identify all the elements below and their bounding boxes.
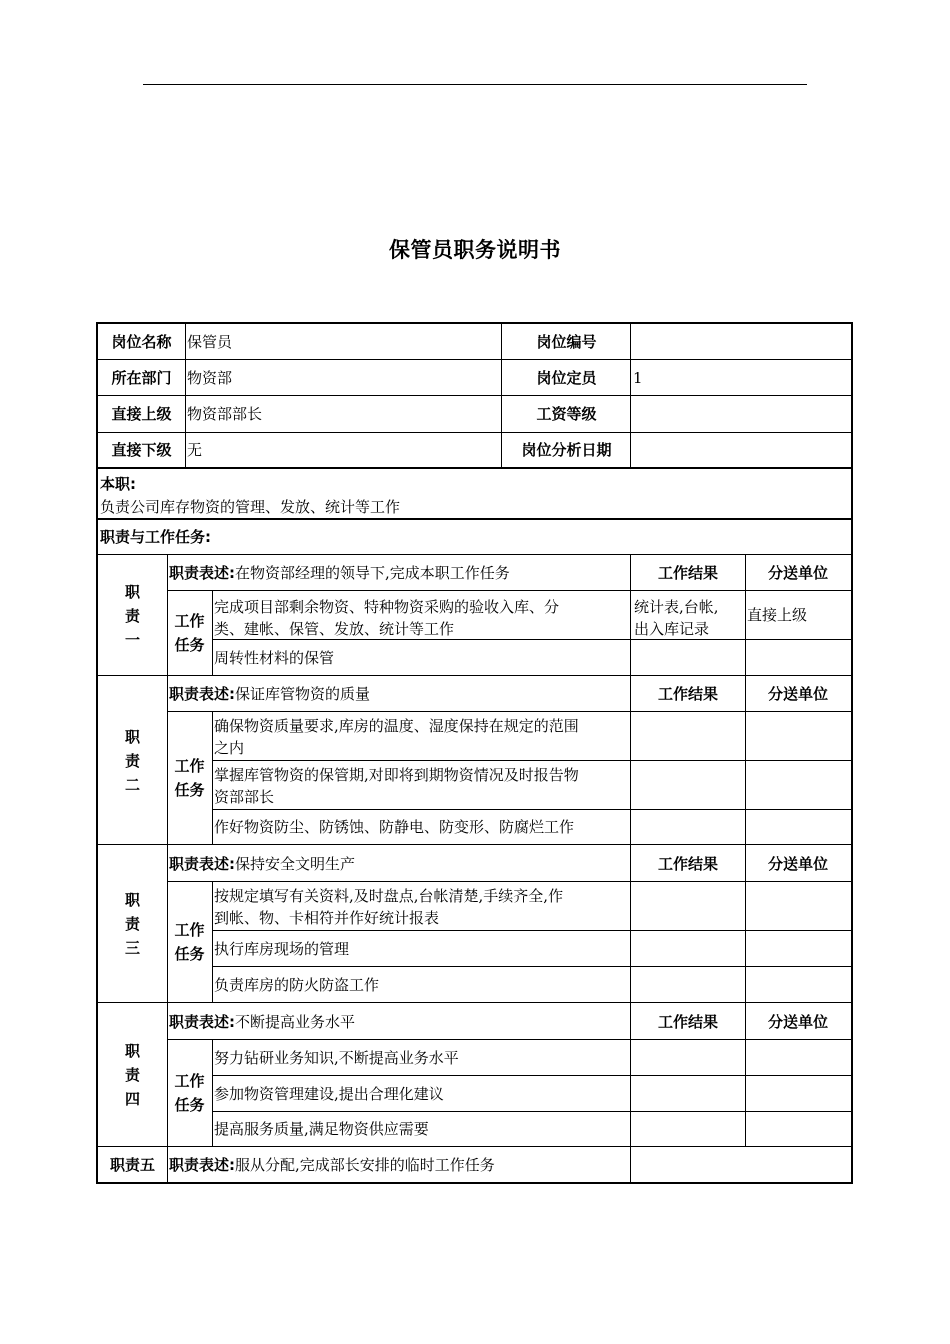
duty1-desc-label: 职责表述: (169, 564, 235, 582)
duty4-char-2: 责 (124, 1066, 140, 1084)
duty2-task1-line1: 确保物资质量要求,库房的温度、湿度保持在规定的范围 (214, 717, 579, 735)
duty4-task-label-2: 任务 (174, 1096, 205, 1114)
duty5-desc-text: 服从分配,完成部长安排的临时工作任务 (235, 1156, 495, 1174)
duty1-task-label-1: 工作 (174, 612, 205, 630)
duty3-desc-label: 职责表述: (169, 854, 235, 873)
duty1-task1-result-line2: 出入库记录 (634, 620, 710, 638)
duty3-char-2: 责 (124, 915, 140, 933)
superior-value: 物资部部长 (187, 405, 263, 423)
duty4-desc-text: 不断提高业务水平 (235, 1012, 356, 1031)
rule (212, 1075, 851, 1076)
duty1-task-label-2: 任务 (174, 636, 205, 654)
duty2-char-3: 二 (124, 775, 140, 794)
rule (167, 881, 851, 882)
duty2-desc (167, 677, 630, 711)
rule (212, 591, 213, 675)
duty3-task3: 负责库房的防火防盗工作 (214, 976, 380, 994)
headcount-label: 岗位定员 (536, 368, 597, 387)
duties-header: 职责与工作任务: (100, 528, 211, 546)
department-label: 所在部门 (111, 368, 172, 387)
duty2-result-header: 工作结果 (657, 685, 718, 703)
duty1-task1-result-line1: 统计表,台帐, (634, 598, 719, 616)
salary-label: 工资等级 (536, 405, 597, 423)
rule (501, 324, 502, 467)
duty2-char-2: 责 (124, 751, 140, 770)
duty-text: 负责公司库存物资的管理、发放、统计等工作 (100, 498, 401, 516)
duty1-task1 (212, 596, 631, 640)
duty4-task1: 努力钻研业务知识,不断提高业务水平 (214, 1048, 459, 1067)
duty4-label (98, 1004, 167, 1146)
rule (212, 639, 851, 640)
duty1-task1-line2: 类、建帐、保管、发放、统计等工作 (214, 620, 455, 638)
rule (212, 712, 213, 844)
duty3-task1-line2: 到帐、物、卡相符并作好统计报表 (214, 909, 440, 927)
rule (167, 711, 851, 712)
rule (98, 467, 851, 469)
duty4-task-label (167, 1040, 212, 1146)
duty1-char-3: 一 (124, 630, 140, 649)
duty3-task1 (212, 885, 631, 930)
duty1-char-1: 职 (124, 582, 140, 601)
document-title: 保管员职务说明书 (389, 238, 561, 262)
duty3-result-header: 工作结果 (657, 854, 718, 873)
duty1-task2: 周转性材料的保管 (214, 648, 335, 667)
duty4-dept-header: 分送单位 (767, 1012, 828, 1031)
duty2-task3: 作好物资防尘、防锈蚀、防静电、防变形、防腐烂工作 (214, 818, 575, 836)
rule (98, 1146, 851, 1147)
position-no-label: 岗位编号 (536, 332, 597, 351)
rule (167, 590, 851, 591)
rule (98, 1002, 851, 1003)
duty3-task1-line1: 按规定填写有关资料,及时盘点,台帐清楚,手续齐全,作 (214, 887, 564, 905)
subordinate-value: 无 (187, 441, 203, 459)
duty2-label (98, 677, 167, 844)
duty3-desc (167, 846, 630, 881)
duty1-result-header: 工作结果 (657, 564, 718, 582)
rule (167, 555, 168, 1182)
duty2-dept-header: 分送单位 (767, 685, 828, 703)
duty2-task-label (167, 712, 212, 844)
rule (185, 324, 186, 467)
duty1-task1-line1: 完成项目部剩余物资、特种物资采购的验收入库、分 (214, 598, 560, 616)
superior-label: 直接上级 (111, 405, 172, 423)
duty4-task2: 参加物资管理建设,提出合理化建议 (214, 1084, 444, 1103)
duty1-task1-dept: 直接上级 (747, 606, 808, 624)
analysis-date-value (631, 433, 851, 467)
duty1-label (98, 556, 167, 675)
duty-label: 本职: (100, 475, 136, 493)
duty4-result-header: 工作结果 (657, 1012, 718, 1031)
duty3-task-label (167, 882, 212, 1002)
duty4-char-1: 职 (124, 1042, 140, 1060)
rule (212, 930, 851, 931)
duty2-task-label-1: 工作 (174, 757, 205, 775)
rule (98, 359, 851, 360)
duty4-desc (167, 1004, 630, 1039)
rule (98, 518, 851, 520)
duty5-desc-label: 职责表述: (169, 1156, 235, 1174)
duty3-label (98, 846, 167, 1002)
salary-value (631, 396, 851, 432)
duty2-task2-line2: 资部部长 (214, 788, 275, 806)
duty4-task3: 提高服务质量,满足物资供应需要 (214, 1120, 429, 1138)
duty3-dept-header: 分送单位 (767, 854, 828, 873)
duty2-task1-line2: 之内 (214, 739, 245, 757)
rule (98, 554, 851, 555)
duty2-task2 (212, 764, 631, 809)
duty2-char-1: 职 (124, 727, 140, 746)
position-name-value: 保管员 (187, 332, 233, 351)
duty3-task2: 执行库房现场的管理 (214, 940, 350, 958)
rule (98, 395, 851, 396)
duty1-task-label (167, 591, 212, 675)
position-no-value (631, 324, 851, 359)
rule (212, 809, 851, 810)
duty1-desc-text: 在物资部经理的领导下,完成本职工作任务 (235, 564, 510, 582)
duty3-task-label-2: 任务 (174, 945, 205, 963)
rule (212, 1040, 213, 1146)
subordinate-label: 直接下级 (111, 441, 172, 459)
duty3-char-3: 三 (124, 939, 140, 957)
duty2-task-label-2: 任务 (174, 781, 205, 799)
headcount-value: 1 (633, 368, 643, 387)
rule (98, 432, 851, 433)
department-value: 物资部 (187, 368, 233, 387)
duty5-desc (167, 1148, 630, 1182)
rule (745, 555, 746, 1146)
rule (98, 675, 851, 676)
duty2-desc-text: 保证库管物资的质量 (235, 685, 371, 703)
duty4-desc-label: 职责表述: (169, 1012, 235, 1031)
duty3-task-label-1: 工作 (174, 921, 205, 939)
rule (212, 760, 851, 761)
duty2-task2-line1: 掌握库管物资的保管期,对即将到期物资情况及时报告物 (214, 766, 579, 784)
duty3-desc-text: 保持安全文明生产 (235, 854, 356, 873)
analysis-date-label: 岗位分析日期 (521, 441, 612, 459)
rule (98, 844, 851, 845)
duty1-dept-header: 分送单位 (767, 564, 828, 582)
duty1-char-2: 责 (124, 606, 140, 625)
position-name-label: 岗位名称 (111, 332, 172, 351)
rule (167, 1039, 851, 1040)
duty4-char-3: 四 (124, 1090, 140, 1108)
duty1-task1-result (632, 596, 745, 640)
duty3-char-1: 职 (124, 891, 140, 909)
rule (212, 882, 213, 1002)
duty1-desc (167, 556, 630, 590)
rule (212, 1111, 851, 1112)
duty2-task1 (212, 715, 631, 760)
duty4-task-label-1: 工作 (174, 1072, 205, 1090)
rule (212, 966, 851, 967)
duty2-desc-label: 职责表述: (169, 685, 235, 703)
rule (630, 324, 631, 467)
header-rule (143, 84, 807, 85)
rule (630, 555, 631, 1182)
duty5-label: 职责五 (109, 1156, 155, 1174)
